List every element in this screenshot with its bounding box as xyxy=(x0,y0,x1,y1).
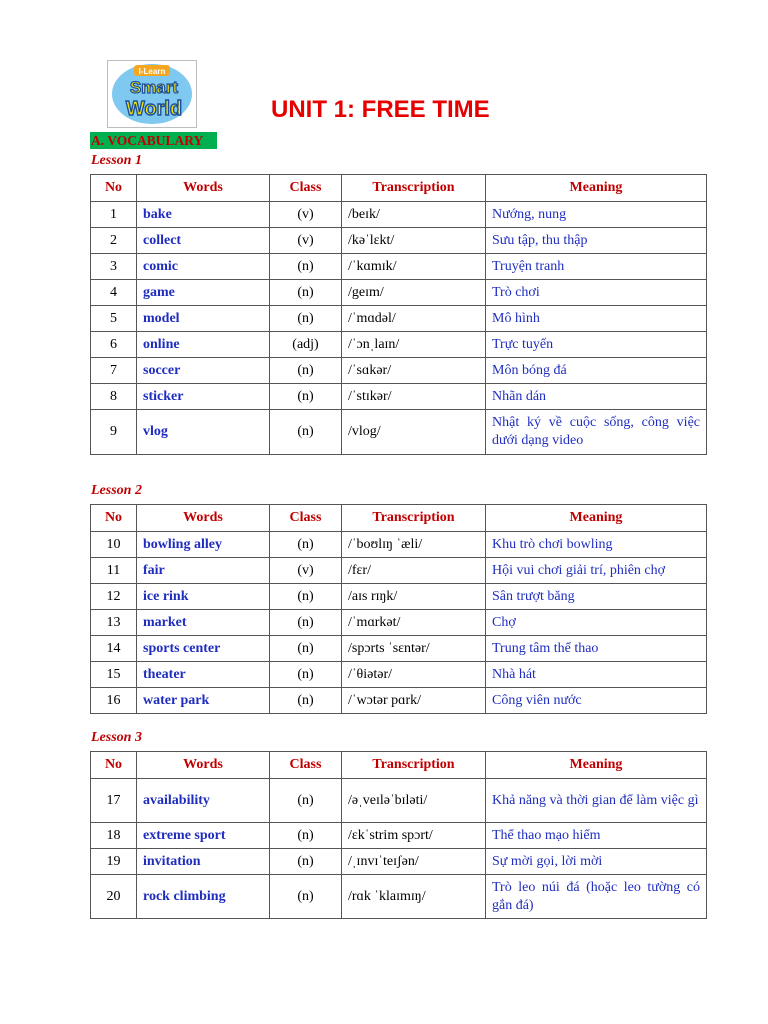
row-word: soccer xyxy=(137,358,270,384)
row-class: (n) xyxy=(270,688,342,714)
row-class: (n) xyxy=(270,610,342,636)
row-meaning: Công viên nước xyxy=(486,688,707,714)
row-word: ice rink xyxy=(137,584,270,610)
row-no: 20 xyxy=(91,875,137,919)
table-row xyxy=(91,280,707,306)
table-row xyxy=(91,306,707,332)
row-meaning: Sân trượt băng xyxy=(486,584,707,610)
row-transcription: /aɪs rɪŋk/ xyxy=(342,584,486,610)
row-class: (n) xyxy=(270,636,342,662)
table-header-row xyxy=(91,752,707,779)
header-class: Class xyxy=(270,752,342,779)
row-class: (n) xyxy=(270,532,342,558)
row-no: 19 xyxy=(91,849,137,875)
row-word: extreme sport xyxy=(137,823,270,849)
row-meaning: Trò chơi xyxy=(486,280,707,306)
row-transcription: /ɛkˈstrim spɔrt/ xyxy=(342,823,486,849)
row-no: 10 xyxy=(91,532,137,558)
row-no: 17 xyxy=(91,779,137,823)
row-class: (v) xyxy=(270,558,342,584)
row-word: sports center xyxy=(137,636,270,662)
row-transcription: /beɪk/ xyxy=(342,202,486,228)
table-row xyxy=(91,558,707,584)
table-row xyxy=(91,823,707,849)
row-word: theater xyxy=(137,662,270,688)
table-row xyxy=(91,532,707,558)
row-word: vlog xyxy=(137,410,270,455)
table-row xyxy=(91,875,707,919)
row-class: (v) xyxy=(270,228,342,254)
row-no: 11 xyxy=(91,558,137,584)
row-transcription: /ˈsɑkər/ xyxy=(342,358,486,384)
row-class: (n) xyxy=(270,358,342,384)
row-transcription: /kəˈlɛkt/ xyxy=(342,228,486,254)
table-row xyxy=(91,779,707,823)
row-meaning: Trung tâm thể thao xyxy=(486,636,707,662)
row-no: 6 xyxy=(91,332,137,358)
row-meaning: Mô hình xyxy=(486,306,707,332)
header-transcription: Transcription xyxy=(342,175,486,202)
row-transcription: /ˈmɑdəl/ xyxy=(342,306,486,332)
row-word: comic xyxy=(137,254,270,280)
row-meaning: Khả năng và thời gian để làm việc gì xyxy=(486,779,707,823)
table-row xyxy=(91,636,707,662)
row-no: 1 xyxy=(91,202,137,228)
row-transcription: /ˈwɔtər pɑrk/ xyxy=(342,688,486,714)
row-meaning: Sự mời gọi, lời mời xyxy=(486,849,707,875)
header-transcription: Transcription xyxy=(342,505,486,532)
row-class: (n) xyxy=(270,779,342,823)
row-word: rock climbing xyxy=(137,875,270,919)
row-no: 4 xyxy=(91,280,137,306)
table-row xyxy=(91,384,707,410)
table-row xyxy=(91,662,707,688)
logo-line1: Smart xyxy=(129,78,179,97)
header-no: No xyxy=(91,175,137,202)
lesson-1-table xyxy=(90,174,707,455)
row-class: (n) xyxy=(270,584,342,610)
row-meaning: Trò leo núi đá (hoặc leo tường có gắn đá) xyxy=(486,875,707,919)
table-header-row xyxy=(91,175,707,202)
row-meaning: Khu trò chơi bowling xyxy=(486,532,707,558)
row-meaning: Sưu tập, thu thập xyxy=(486,228,707,254)
row-no: 15 xyxy=(91,662,137,688)
row-meaning: Nhãn dán xyxy=(486,384,707,410)
table-row xyxy=(91,228,707,254)
row-word: sticker xyxy=(137,384,270,410)
table-header-row xyxy=(91,505,707,532)
row-class: (v) xyxy=(270,202,342,228)
row-word: availability xyxy=(137,779,270,823)
row-word: invitation xyxy=(137,849,270,875)
lesson-1-label: Lesson 1 xyxy=(91,153,142,168)
page-title: UNIT 1: FREE TIME xyxy=(271,96,490,123)
row-word: fair xyxy=(137,558,270,584)
row-word: bowling alley xyxy=(137,532,270,558)
logo-top-text: I-Learn xyxy=(138,67,166,76)
row-meaning: Thể thao mạo hiểm xyxy=(486,823,707,849)
row-transcription: /geɪm/ xyxy=(342,280,486,306)
table-row xyxy=(91,410,707,455)
row-transcription: /spɔrts ˈsɛntər/ xyxy=(342,636,486,662)
row-no: 3 xyxy=(91,254,137,280)
table-row xyxy=(91,332,707,358)
row-meaning: Môn bóng đá xyxy=(486,358,707,384)
row-no: 7 xyxy=(91,358,137,384)
lesson-3-label: Lesson 3 xyxy=(91,730,142,745)
table-row xyxy=(91,254,707,280)
header-transcription: Transcription xyxy=(342,752,486,779)
row-no: 18 xyxy=(91,823,137,849)
table-row xyxy=(91,358,707,384)
row-transcription: /ˌɪnvɪˈteɪʃən/ xyxy=(342,849,486,875)
row-no: 16 xyxy=(91,688,137,714)
table-row xyxy=(91,202,707,228)
header-words: Words xyxy=(137,752,270,779)
header-no: No xyxy=(91,505,137,532)
lesson-2-table xyxy=(90,504,707,714)
row-word: market xyxy=(137,610,270,636)
row-meaning: Hội vui chơi giải trí, phiên chợ xyxy=(486,558,707,584)
row-class: (n) xyxy=(270,306,342,332)
table-row xyxy=(91,849,707,875)
row-meaning: Trực tuyến xyxy=(486,332,707,358)
row-no: 12 xyxy=(91,584,137,610)
table-row xyxy=(91,610,707,636)
row-word: online xyxy=(137,332,270,358)
header-words: Words xyxy=(137,175,270,202)
row-transcription: /fɛr/ xyxy=(342,558,486,584)
row-transcription: /ˈkɑmɪk/ xyxy=(342,254,486,280)
row-word: collect xyxy=(137,228,270,254)
row-word: bake xyxy=(137,202,270,228)
header-words: Words xyxy=(137,505,270,532)
row-transcription: /rɑk ˈklaɪmɪŋ/ xyxy=(342,875,486,919)
header-class: Class xyxy=(270,505,342,532)
lesson-3-table xyxy=(90,751,707,919)
row-transcription: /ˈɔnˌlaɪn/ xyxy=(342,332,486,358)
row-class: (adj) xyxy=(270,332,342,358)
row-meaning: Chợ xyxy=(486,610,707,636)
row-meaning: Truyện tranh xyxy=(486,254,707,280)
row-word: water park xyxy=(137,688,270,714)
row-no: 14 xyxy=(91,636,137,662)
table-row xyxy=(91,584,707,610)
header-meaning: Meaning xyxy=(486,752,707,779)
row-class: (n) xyxy=(270,384,342,410)
row-class: (n) xyxy=(270,410,342,455)
row-class: (n) xyxy=(270,823,342,849)
row-meaning: Nướng, nung xyxy=(486,202,707,228)
header-meaning: Meaning xyxy=(486,505,707,532)
smart-world-logo xyxy=(107,60,197,128)
row-class: (n) xyxy=(270,849,342,875)
header-class: Class xyxy=(270,175,342,202)
row-no: 8 xyxy=(91,384,137,410)
row-meaning: Nhật ký về cuộc sống, công việc dưới dạng video xyxy=(486,410,707,455)
row-no: 9 xyxy=(91,410,137,455)
row-transcription: /ˈstɪkər/ xyxy=(342,384,486,410)
row-no: 2 xyxy=(91,228,137,254)
header-meaning: Meaning xyxy=(486,175,707,202)
row-class: (n) xyxy=(270,254,342,280)
logo-line2: World xyxy=(125,98,183,120)
row-class: (n) xyxy=(270,875,342,919)
table-row xyxy=(91,688,707,714)
row-transcription: /ˈboʊlɪŋ ˈæli/ xyxy=(342,532,486,558)
row-class: (n) xyxy=(270,280,342,306)
row-transcription: /vlog/ xyxy=(342,410,486,455)
row-transcription: /əˌveɪləˈbɪləti/ xyxy=(342,779,486,823)
row-class: (n) xyxy=(270,662,342,688)
section-label: A. VOCABULARY xyxy=(90,132,217,149)
row-transcription: /ˈmɑrkət/ xyxy=(342,610,486,636)
header-no: No xyxy=(91,752,137,779)
lesson-2-label: Lesson 2 xyxy=(91,483,142,498)
row-meaning: Nhà hát xyxy=(486,662,707,688)
row-no: 13 xyxy=(91,610,137,636)
row-word: game xyxy=(137,280,270,306)
row-word: model xyxy=(137,306,270,332)
row-transcription: /ˈθiətər/ xyxy=(342,662,486,688)
row-no: 5 xyxy=(91,306,137,332)
